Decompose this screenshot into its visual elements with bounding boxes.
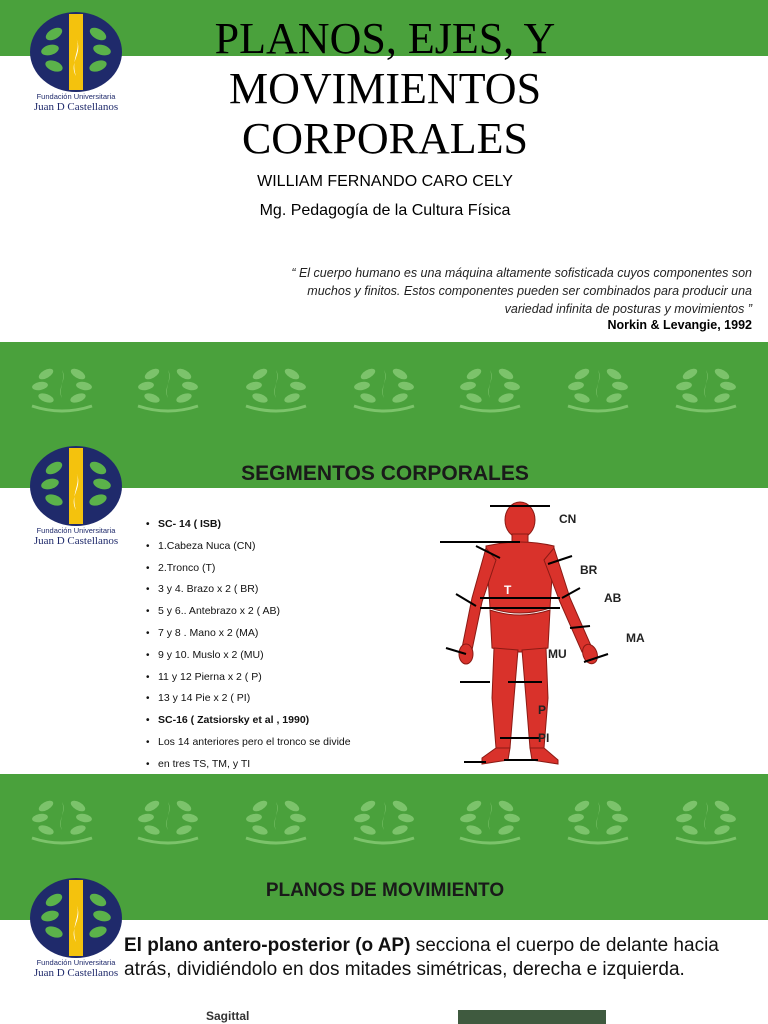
plane-description [124, 934, 724, 982]
title-line-3: CORPORALES [241, 114, 529, 163]
quote-line-1: “ El cuerpo humano es una máquina altamente sofisticada cuyos componentes son [291, 266, 752, 280]
label-mu: MU [548, 647, 567, 661]
logo-name-line1: Fundación Universitaria [36, 958, 116, 967]
label-br: BR [580, 563, 598, 577]
label-ab: AB [604, 591, 622, 605]
quote-text [252, 264, 752, 318]
plane-photo [458, 1010, 606, 1024]
section-title: PLANOS DE MOVIMIENTO [265, 880, 505, 901]
university-emblem-icon [28, 10, 124, 94]
body-segments-figure [420, 498, 660, 774]
leaf-divider-band [0, 774, 768, 864]
list-item: • 9 y 10. Muslo x 2 (MU) [146, 645, 351, 667]
quote-line-3: variedad infinita de posturas y movimientos ” [504, 302, 752, 316]
university-logo [20, 10, 132, 118]
label-pi: PI [538, 731, 550, 745]
segment-list [146, 514, 351, 774]
list-item: • Los 14 anteriores pero el tronco se divide [146, 732, 351, 754]
leaf-divider-band [0, 342, 768, 432]
sagittal-label: Sagittal [206, 1009, 250, 1023]
logo-name-line1: Fundación Universitaria [36, 526, 116, 535]
logo-name-line2: Juan D Castellanos [33, 101, 119, 113]
leaf-tree-icon-row [0, 342, 768, 432]
page-title [160, 14, 610, 164]
label-p: P [538, 703, 547, 717]
title-line-1: PLANOS, EJES, Y [214, 14, 556, 63]
label-ma: MA [626, 631, 645, 645]
label-cn: CN [559, 512, 577, 526]
list-item: • 13 y 14 Pie x 2 ( PI) [146, 688, 351, 710]
slide-segments [0, 432, 768, 774]
logo-name-line1: Fundación Universitaria [36, 92, 116, 101]
leaf-tree-icon-row [0, 774, 768, 864]
author-degree: Mg. Pedagogía de la Cultura Física [259, 202, 511, 219]
plane-definition: secciona el cuerpo de delante hacia atrás, dividiéndolo en dos mitades simétricas, derecha e izquierda. [124, 935, 719, 980]
list-item: • 5 y 6.. Antebrazo x 2 ( AB) [146, 601, 351, 623]
quote-line-2: muchos y finitos. Estos componentes pueden ser combinados para producir una [307, 284, 752, 298]
section-title: SEGMENTOS CORPORALES [241, 462, 529, 485]
logo-name-line2: Juan D Castellanos [33, 967, 119, 979]
slide-title [0, 0, 768, 342]
list-item: • 7 y 8 . Mano x 2 (MA) [146, 623, 351, 645]
university-emblem-icon [28, 876, 124, 960]
plane-term: El plano antero-posterior (o AP) [124, 935, 411, 956]
list-item: • en tres TS, TM, y TI [146, 754, 351, 774]
list-item: • 3 y 4. Brazo x 2 ( BR) [146, 579, 351, 601]
university-logo [20, 876, 132, 984]
author-name: WILLIAM FERNANDO CARO CELY [257, 173, 513, 190]
slide-planes [0, 864, 768, 1024]
logo-name-line2: Juan D Castellanos [33, 535, 119, 547]
university-emblem-icon [28, 444, 124, 528]
university-logo [20, 444, 132, 552]
list-item: • SC- 14 ( ISB) [146, 514, 351, 536]
list-item: • 2.Tronco (T) [146, 558, 351, 580]
list-item: • 11 y 12 Pierna x 2 ( P) [146, 667, 351, 689]
label-t: T [504, 583, 512, 597]
list-item: • 1.Cabeza Nuca (CN) [146, 536, 351, 558]
quote-author: Norkin & Levangie, 1992 [607, 318, 752, 332]
title-line-2: MOVIMIENTOS [228, 64, 542, 113]
list-item: • SC-16 ( Zatsiorsky et al , 1990) [146, 710, 351, 732]
